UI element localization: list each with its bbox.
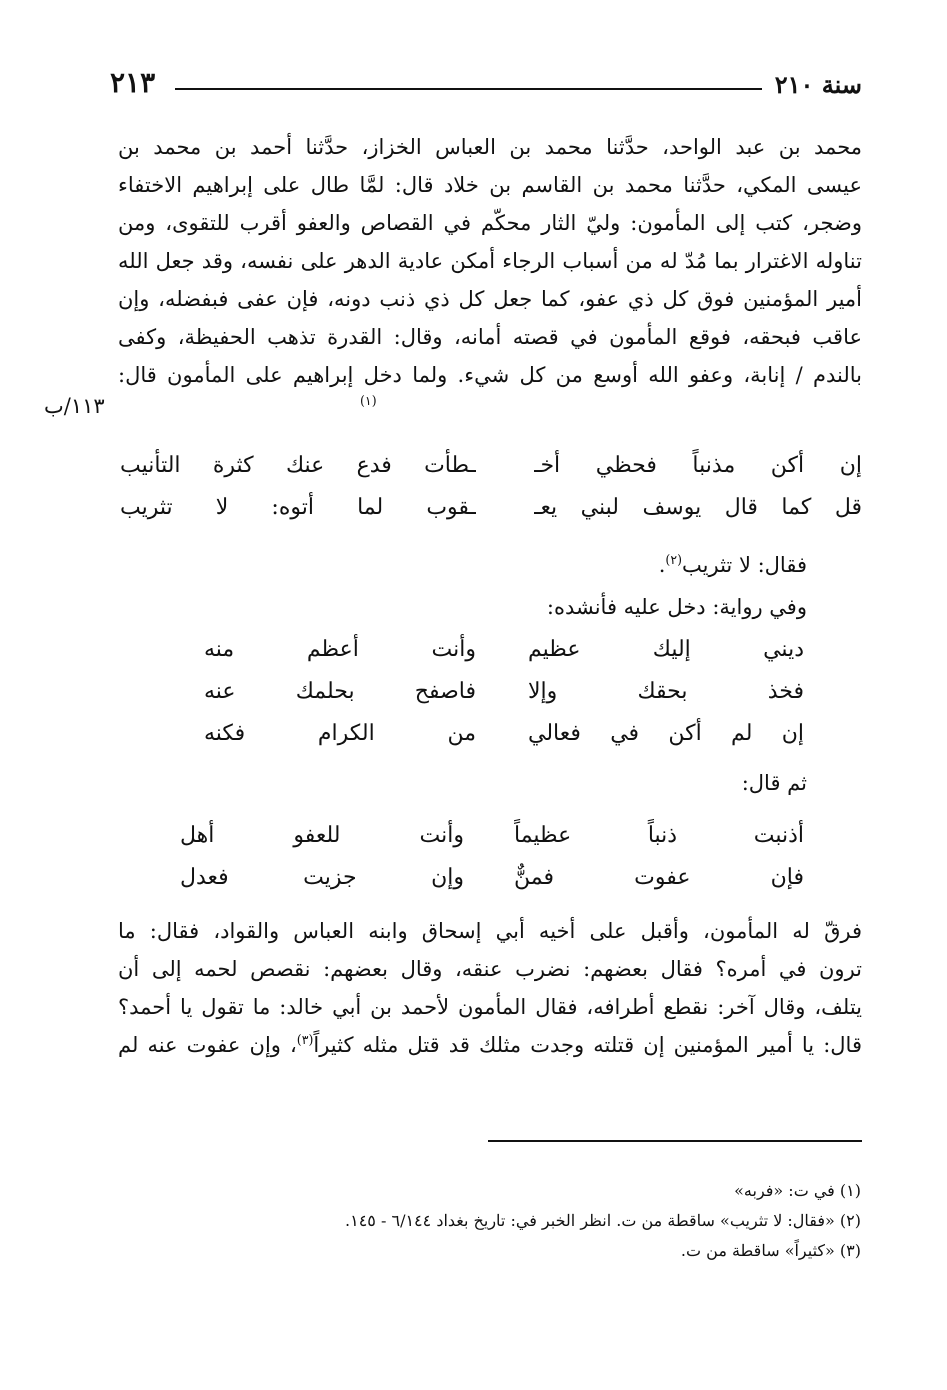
poem2-verse-3	[204, 714, 804, 754]
footnote-ref-1: (١)	[360, 393, 377, 408]
line-fqal	[659, 546, 807, 584]
text-line: عيسى المكي، حدَّثنا محمد بن القاسم بن خلاد قال: لمَّا طال على إبراهيم الاختفاء	[118, 173, 862, 197]
text-line: فرقّ له المأمون، وأقبل على أخيه أبي إسحاق وابنه العباس والقواد، فقال: ما	[118, 919, 862, 943]
poem1-verse-1	[120, 446, 862, 486]
paragraph-1	[118, 128, 862, 394]
poem1-verse-2	[120, 488, 862, 528]
text-line: محمد بن عبد الواحد، حدَّثنا محمد بن العباس الخزاز، حدَّثنا أحمد بن محمد بن	[118, 135, 862, 159]
hemistich-right: إن لم أكن في فعالي	[528, 721, 804, 746]
line-thumma: ثم قال:	[741, 771, 807, 795]
line-riwaya: وفي رواية: دخل عليه فأنشده:	[546, 595, 807, 619]
line-fqal-text: فقال: لا تثريب	[682, 553, 807, 577]
header-rule	[175, 88, 762, 90]
page-number: ٢١٣	[110, 66, 156, 99]
hemistich-right: إن أكن مذنباً فحظي أخـ	[534, 453, 862, 478]
hemistich-right: فخذ بحقك وإلا	[528, 679, 804, 704]
manuscript-folio-note: ١١٣/ب	[44, 394, 105, 418]
footnote-3: (٣) «كثيراً» ساقطة من ت.	[680, 1241, 861, 1260]
period: .	[658, 553, 666, 577]
footnote-ref-2: (٢)	[665, 552, 683, 567]
hemistich-right: فإن عفوت فمنٌّ	[514, 865, 804, 890]
footnote-rule	[488, 1140, 862, 1142]
header-year: سنة ٢١٠	[774, 70, 862, 99]
hemistich-left: وأنت للعفو أهل	[180, 823, 464, 848]
footnote-1: (١) في ت: «فربه»	[734, 1181, 861, 1200]
poem2-verse-1	[204, 630, 804, 670]
hemistich-left: فاصفح بحلمك عنه	[204, 679, 476, 704]
running-header	[110, 62, 862, 102]
hemistich-left: وإن جزيت فعدل	[180, 865, 464, 890]
text-line: وضجر، كتب إلى المأمون: وليّ الثار محكّم في القصاص والعفو أقرب للتقوى، ومن	[118, 211, 862, 235]
text-line: تناوله الاغترار بما مُدّ له من أسباب الرجاء أمكن عادية الدهر على نفسه، وقد جعل الله	[118, 249, 862, 273]
hemistich-right: أذنبت ذنباً عظيماً	[514, 823, 804, 848]
text-line-last	[118, 1026, 862, 1064]
paragraph1-line7: بالندم / إنابة، وعفو الله أوسع من كل شيء. ولما دخل إبراهيم على المأمون قال:	[118, 363, 862, 387]
hemistich-left: وأنت أعظم منه	[204, 637, 476, 662]
hemistich-left: من الكرام فكنه	[204, 721, 476, 746]
text-line: يتلف، وقال آخر: نقطع أطرافه، فقال المأمون لأحمد بن أبي خالد: ما تقول يا أحمد؟	[118, 995, 862, 1019]
text-line-last	[118, 356, 862, 394]
text-line: عاقب فبحقه، فوقع المأمون في قصته أمانه، وقال: القدرة تذهب الحفيظة، وكفى	[118, 325, 862, 349]
text-line: ترون في أمره؟ فقال بعضهم: نضرب عنقه، وقال بعضهم: نقصص لحمه إلى أن	[118, 957, 862, 981]
paragraph2-line4-a: قال: يا أمير المؤمنين إن قتلته وجدت مثلك قد قتل مثله كثيراً	[313, 1033, 862, 1057]
paragraph-2	[118, 912, 862, 1064]
footnote-ref-3: (٣)	[296, 1032, 314, 1047]
poem3-verse-2	[180, 858, 804, 898]
poem3-verse-1	[180, 816, 804, 856]
hemistich-right: ديني إليك عظيم	[528, 637, 804, 662]
footnote-2: (٢) «فقال: لا تثريب» ساقطة من ت. انظر الخبر في: تاريخ بغداد ٦/١٤٤ - ١٤٥.	[345, 1211, 861, 1230]
text-line: أمير المؤمنين فوق كل ذي عفو، كما جعل كل ذي ذنب دونه، فإن عفى فبفضله، وإن	[118, 287, 862, 311]
poem2-verse-2	[204, 672, 804, 712]
paragraph2-line4-b: ، وإن عفوت عنه لم	[118, 1033, 297, 1057]
hemistich-left: ـطأت فدع عنك كثرة التأنيب	[120, 453, 476, 478]
hemistich-right: قل كما قال يوسف لبني يعـ	[534, 495, 862, 520]
hemistich-left: ـقوب لما أتوه: لا تثريب	[120, 495, 476, 520]
